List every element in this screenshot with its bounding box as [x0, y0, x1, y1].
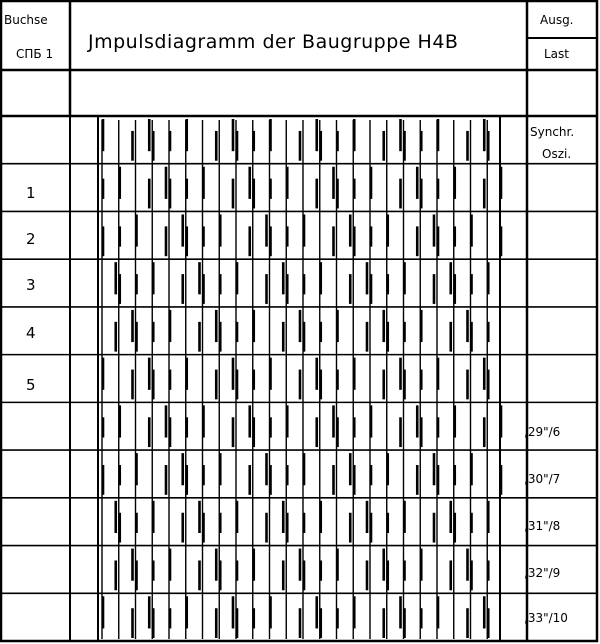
channel-label-4: 4 [26, 324, 36, 342]
socket-label: Buchse [4, 13, 48, 27]
output-label: Ausg. [540, 13, 574, 27]
channel-label-10: ,33"/10 [524, 611, 568, 625]
channel-label-2: 2 [26, 230, 36, 248]
channel-label-1: 1 [26, 184, 36, 202]
channel-label-9: ,32"/9 [524, 566, 561, 580]
channel-label-7: ,30"/7 [524, 472, 561, 486]
socket-name: СПБ 1 [16, 47, 54, 61]
channel-label-8: ,31"/8 [524, 519, 561, 533]
sync-label-line1: Synchr. [530, 125, 575, 139]
channel-label-6: ,29"/6 [524, 425, 561, 439]
pulse-marks [103, 119, 501, 638]
load-label: Last [544, 47, 569, 61]
page-title: Jmpulsdiagramm der Baugruppe H4B [88, 31, 459, 53]
channel-label-5: 5 [26, 376, 36, 394]
channel-label-3: 3 [26, 276, 36, 294]
sync-label-line2: Oszi. [542, 147, 572, 161]
